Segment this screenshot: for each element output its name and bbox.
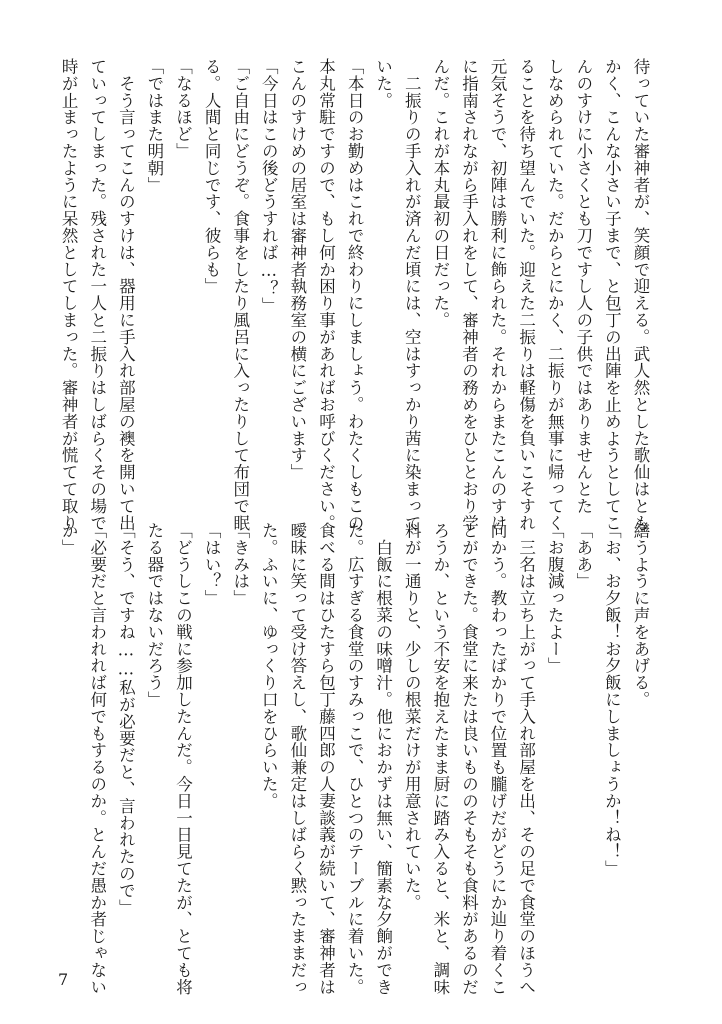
text-column: 二振りの手入れが済んだ頃には、空はすっかり茜に染まって: [402, 58, 422, 532]
text-column: 「なるほど」: [173, 58, 193, 160]
text-column: 白飯に根菜の味噌汁。他におかずは無い、簡素な夕餉ができ: [373, 522, 393, 996]
text-column: しなめられていた。だからとにかく、二振りが無事に帰ってく: [545, 58, 565, 532]
text-column: 本丸常駐ですので、もし何か困り事があればお呼びください。: [316, 58, 336, 532]
text-column: 料が一通りと、少しの根菜だけが用意されていた。: [402, 522, 422, 911]
text-column: 「お、お夕飯！お夕飯にしましょうか！ね！」: [602, 522, 622, 877]
text-column: た。広すぎる食堂のすみっこで、ひとつのテーブルに着いた。: [345, 522, 365, 996]
text-column: 「ああ」: [573, 522, 593, 590]
lower-text-block: [59, 522, 654, 996]
text-column: 繕うように声をあげる。: [631, 522, 650, 708]
text-column: ていってしまった。残された一人と二振りはしばらくその場で: [87, 58, 107, 532]
text-column: 曖昧に笑って受け答えし、歌仙兼定はしばらく黙ったままだっ: [287, 522, 307, 996]
text-column: 食べる間はひたすら包丁藤四郎の人妻談義が続いて、審神者は: [316, 522, 336, 996]
text-column: 待っていた審神者が、笑顔で迎える。武人然とした歌仙はとも: [631, 58, 650, 532]
text-column: いた。: [373, 58, 393, 109]
text-column: 「はい？」: [202, 522, 222, 607]
text-column: 「そう、ですね……私が必要だと、言われたので」: [116, 522, 136, 916]
text-column: 三名は立ち上がって手入れ部屋を出、その足で食堂のほうへ: [516, 522, 536, 996]
page-number: 7: [58, 970, 69, 989]
text-column: かく、こんな小さい子まで、と包丁の出陣を止めようとしてこ: [602, 58, 622, 532]
upper-text-block: [59, 58, 654, 532]
text-column: こんのすけめの居室は審神者執務室の横にございます」: [287, 58, 307, 481]
text-column: とができた。食堂に来たは良いもののそもそも食料があるのだ: [459, 522, 479, 996]
text-column: たる器ではないだろう」: [144, 522, 164, 708]
text-column: そう言ってこんのすけは、器用に手入れ部屋の襖を開いて出: [116, 58, 136, 532]
text-column: ることを待ち望んでいた。迎えた二振りは軽傷を負いこそすれ: [516, 58, 536, 532]
text-column: ろうか、という不安を抱えたまま厨に踏み入ると、米と、調味: [430, 522, 450, 996]
text-column: る。人間と同じです、彼らも」: [202, 58, 222, 295]
text-column: 「ではまた明朝」: [144, 58, 164, 194]
text-column: んだ。これが本丸最初の日だった。: [430, 58, 450, 329]
text-column: 向かう。教わったばかりで位置も朧げだがどうにか辿り着くこ: [488, 522, 508, 996]
text-column: か」: [59, 522, 79, 556]
text-column: 「本日のお勤めはこれで終わりにしましょう。わたくしもこの: [345, 58, 365, 532]
text-column: 「必要だと言われれば何でもするのか。とんだ愚か者じゃない: [87, 522, 107, 996]
text-column: た。ふいに、ゆっくり口をひらいた。: [259, 522, 279, 810]
text-column: 「どうしこの戦に参加したんだ。今日一日見てたが、とても将: [173, 522, 193, 996]
text-column: 「きみは」: [230, 522, 250, 607]
text-column: 元気そうで、初陣は勝利に飾られた。それからまたこんのすけ: [488, 58, 508, 532]
text-column: 「お腹減ったよー」: [545, 522, 565, 675]
text-column: に指南されながら手入れをして、審神者の務めをひととおり学: [459, 58, 479, 532]
text-column: 「今日はこの後どうすれば…？」: [259, 58, 279, 314]
text-column: 「ご自由にどうぞ。食事をしたり風呂に入ったりして布団で眠: [230, 58, 250, 532]
text-column: んのすけに小さくとも刀ですし人の子供ではありませんとた: [573, 58, 593, 515]
text-column: 時が止まったように呆然としてしまった。審神者が慌てて取り: [59, 58, 79, 532]
